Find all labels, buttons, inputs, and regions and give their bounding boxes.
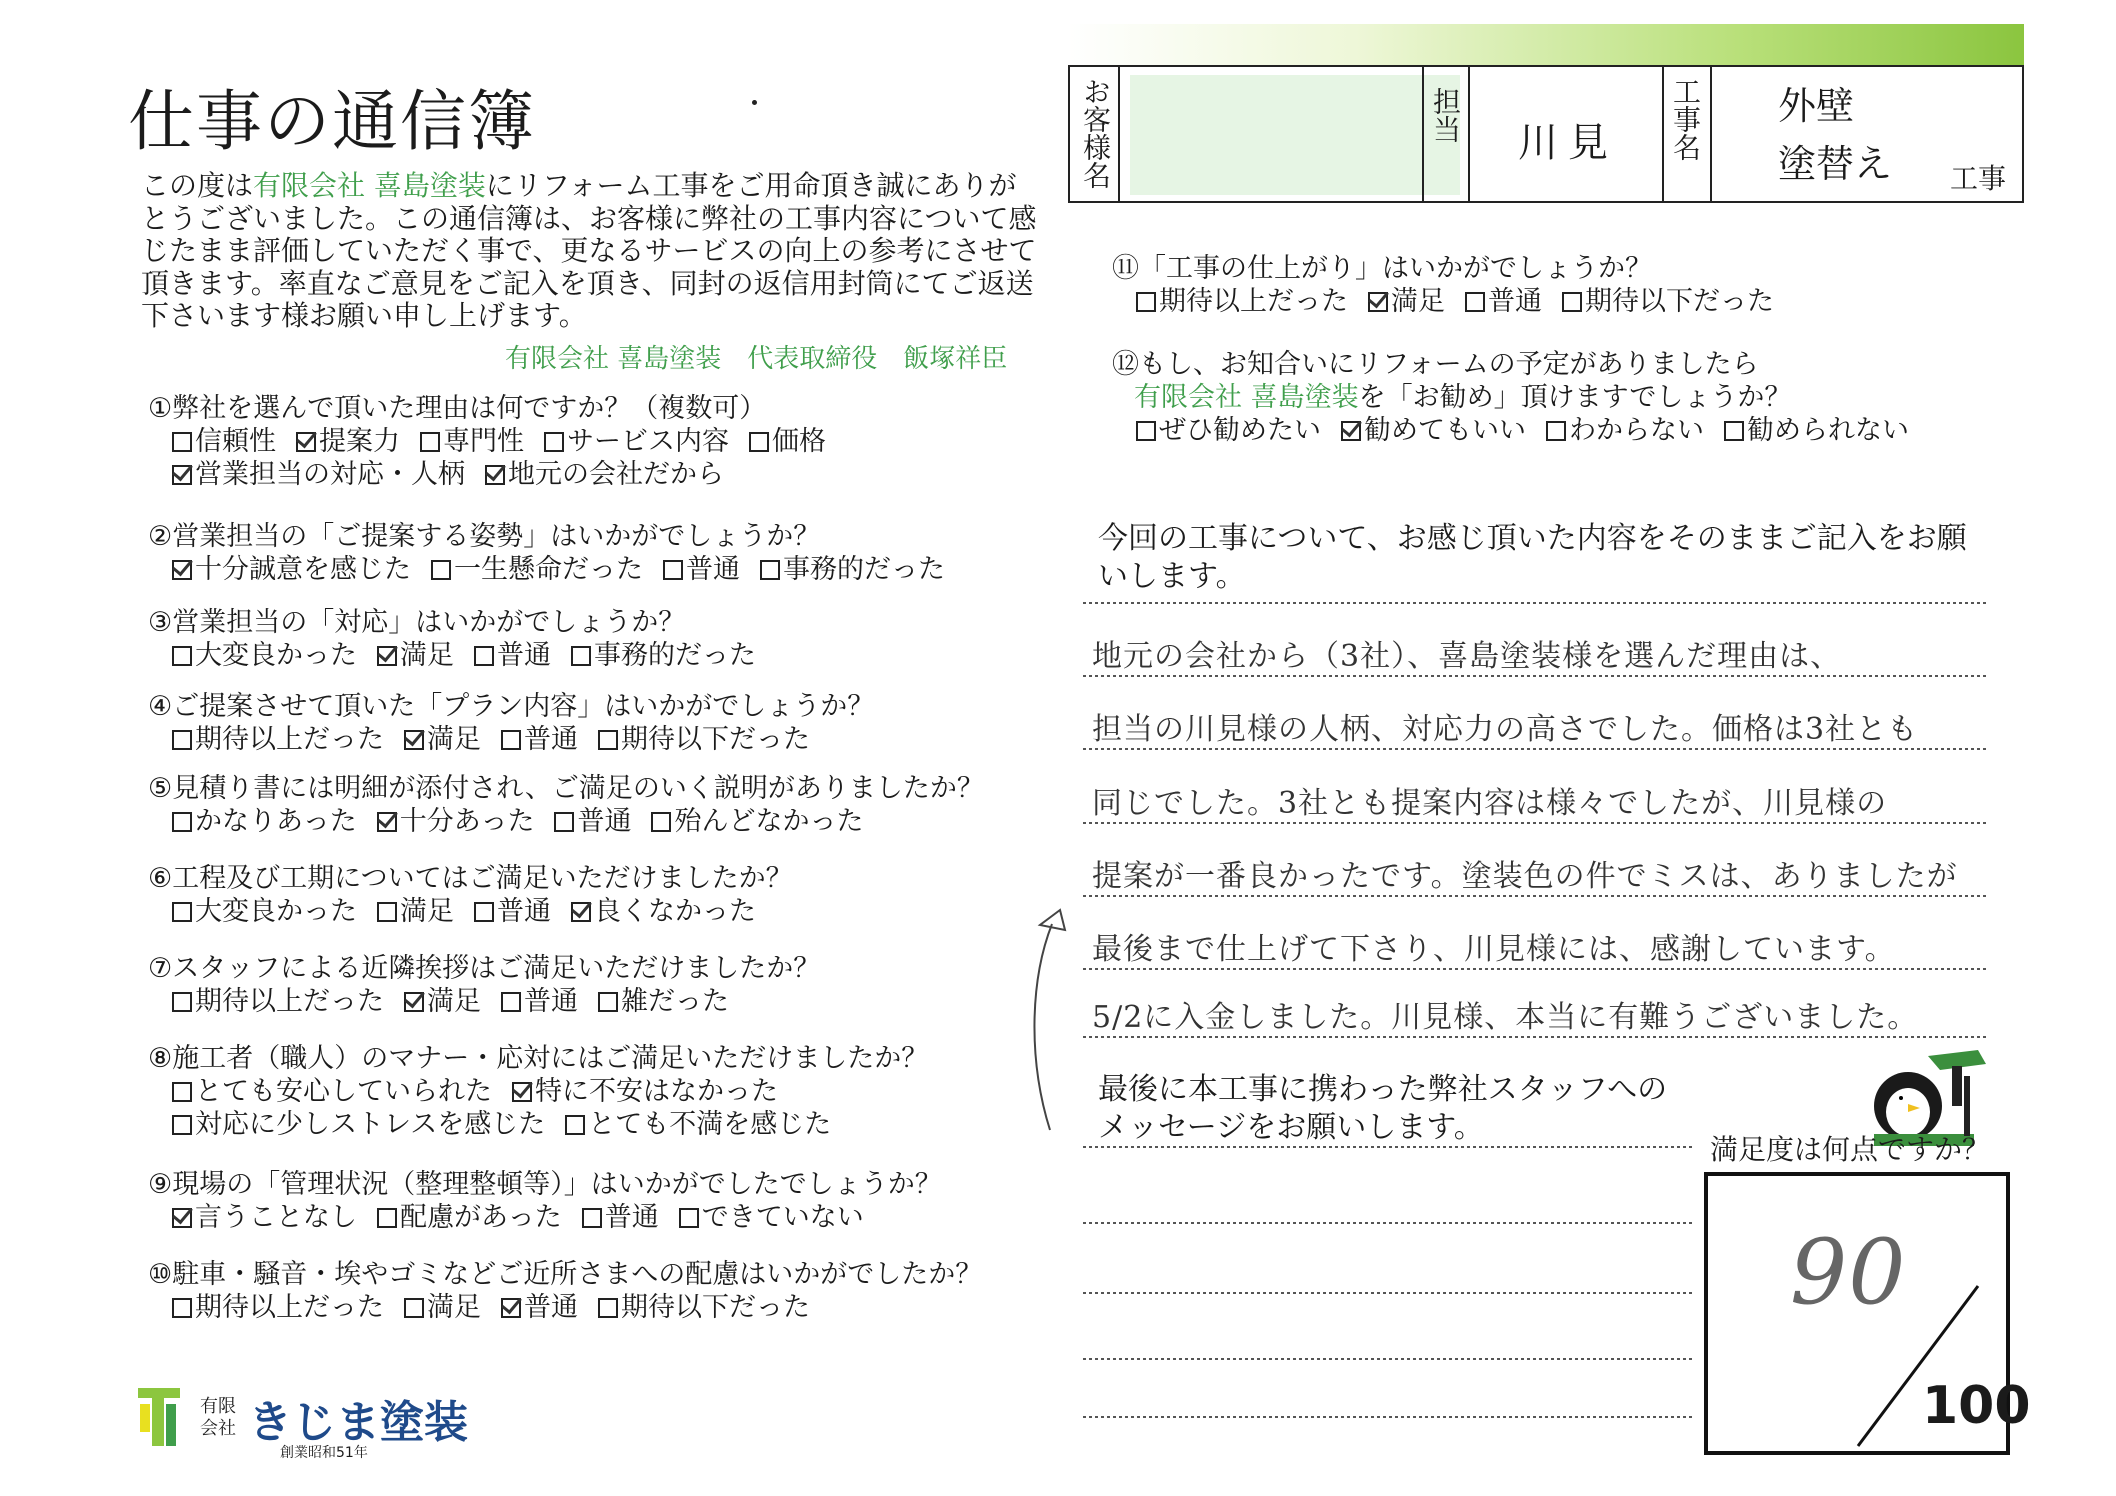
option-label: 期待以下だった (621, 1292, 810, 1323)
checked-box-icon[interactable] (485, 465, 505, 485)
option-label: できていない (701, 1202, 864, 1233)
checkbox-icon[interactable] (1546, 421, 1566, 441)
option[interactable] (501, 985, 578, 1018)
option[interactable] (431, 553, 643, 586)
option[interactable] (1368, 285, 1445, 318)
option-label: 配慮があった (400, 1202, 562, 1233)
options-line (172, 1201, 1028, 1234)
option[interactable] (554, 805, 631, 838)
option-label: 期待以上だった (195, 986, 384, 1017)
logo-small-1: 有限 (200, 1396, 236, 1417)
option[interactable] (474, 639, 551, 672)
ruled-line (1083, 1292, 1693, 1294)
option[interactable] (1465, 285, 1542, 318)
option[interactable] (501, 1291, 578, 1324)
checkbox-icon[interactable] (474, 646, 494, 666)
ruled-line (1083, 1036, 1987, 1038)
logo-small-2: 会社 (200, 1418, 236, 1439)
option[interactable] (651, 805, 863, 838)
option-label: 地元の会社だから (508, 459, 724, 490)
question-text: ⑦スタッフによる近隣挨拶はご満足いただけましたか？ (148, 953, 821, 984)
options-row (1112, 414, 2012, 447)
option-label: 期待以下だった (621, 724, 810, 755)
option-label: 期待以下だった (1585, 286, 1774, 317)
message-heading-1: 最後に本工事に携わった弊社スタッフへの (1098, 1072, 1668, 1107)
option-label: とても安心していられた (195, 1076, 492, 1107)
option-label: 普通 (497, 640, 551, 671)
checkbox-icon[interactable] (172, 812, 192, 832)
option-label: ぜひ勧めたい (1159, 415, 1321, 446)
option[interactable] (377, 639, 454, 672)
option[interactable] (598, 1291, 810, 1324)
comment-heading: 今回の工事について、お感じ頂いた内容をそのままご記入をお願いします。 (1098, 521, 1967, 594)
option-label: 提案力 (319, 426, 400, 457)
score-max: 100 (1922, 1376, 2031, 1436)
options-row (148, 1201, 1028, 1234)
options-line (172, 458, 1028, 491)
options-row (1112, 285, 2012, 318)
option[interactable] (172, 1201, 357, 1234)
option[interactable] (598, 985, 729, 1018)
option-label: 普通 (577, 806, 632, 837)
header-table (1068, 65, 2024, 203)
checkbox-icon[interactable] (1136, 421, 1156, 441)
checkbox-icon[interactable] (474, 902, 494, 922)
checkbox-icon[interactable] (431, 560, 451, 580)
ruled-line (1083, 675, 1987, 677)
question-6 (148, 862, 1028, 928)
option-label: 言うことなし (195, 1202, 357, 1233)
option[interactable] (172, 639, 357, 672)
option[interactable] (404, 1291, 481, 1324)
checkbox-icon[interactable] (501, 730, 521, 750)
options-line (172, 1291, 1028, 1324)
handwritten-line: 5/2に入金しました。川見様、本当に有難うございました。 (1092, 1000, 1919, 1035)
intro-company: 有限会社 喜島塗装 (253, 169, 486, 202)
ruled-line (1083, 1146, 1693, 1148)
ruled-line (1083, 602, 1987, 604)
option-label: 一生懸命だった (454, 554, 643, 585)
options-row (148, 895, 1028, 928)
option-label: 普通 (686, 554, 740, 585)
option-label: 専門性 (443, 426, 524, 457)
option[interactable] (172, 723, 384, 756)
checked-box-icon[interactable] (172, 560, 192, 580)
question-text-2 (1112, 381, 2012, 414)
checkbox-icon[interactable] (554, 812, 574, 832)
checkbox-icon[interactable] (377, 902, 397, 922)
option-label: とても不満を感じた (588, 1109, 832, 1140)
options-line (172, 553, 1028, 586)
option-label: 十分誠意を感じた (195, 554, 411, 585)
option[interactable] (404, 985, 481, 1018)
question-text: ⑪「工事の仕上がり」はいかがでしょうか？ (1112, 253, 1652, 284)
handwritten-line: 同じでした。3社とも提案内容は様々でしたが、川見様の (1092, 786, 1888, 821)
option-label: 大変良かった (195, 640, 357, 671)
question-text: ⑫もし、お知合いにリフォームの予定がありましたら (1112, 349, 1759, 380)
handwritten-line: 地元の会社から（3社）、喜島塗装様を選んだ理由は、 (1092, 639, 1842, 674)
logo-mark (140, 1404, 150, 1432)
option[interactable] (1562, 285, 1774, 318)
checkbox-icon[interactable] (172, 1298, 192, 1318)
checkbox-icon[interactable] (172, 432, 192, 452)
ruled-line (1083, 1416, 1693, 1418)
question-text: ⑨現場の「管理状況（整理整頓等）」はいかがでしたでしょうか？ (148, 1169, 942, 1200)
question-7 (148, 952, 1028, 1018)
checkbox-icon[interactable] (582, 1208, 602, 1228)
option[interactable] (172, 805, 357, 838)
option-label: 普通 (524, 724, 578, 755)
ruled-line (1083, 968, 1987, 970)
option-label: 満足 (1391, 286, 1445, 317)
score-box (1704, 1172, 2031, 1455)
question-text: ⑩駐車・騒音・埃やゴミなどご近所さまへの配慮はいかがでしたか？ (148, 1259, 983, 1290)
header-divider (1710, 67, 1712, 201)
signature: 有限会社 喜島塗装 代表取締役 飯塚祥臣 (505, 344, 1008, 374)
options-row (148, 1291, 1028, 1324)
question-8 (148, 1042, 1028, 1141)
options-row (148, 805, 1028, 838)
option-label: 事務的だった (594, 640, 756, 671)
option[interactable] (485, 458, 724, 491)
checkbox-icon[interactable] (172, 992, 192, 1012)
header-divider (1468, 67, 1470, 201)
question-9 (148, 1168, 1028, 1234)
header-divider (1118, 67, 1120, 201)
option-label: 普通 (604, 1202, 659, 1233)
option[interactable] (571, 895, 756, 928)
options-line (172, 805, 1028, 838)
option-label: 勧めてもいい (1364, 415, 1526, 446)
checked-box-icon[interactable] (377, 812, 397, 832)
options-line (1136, 285, 2012, 318)
option[interactable] (501, 723, 578, 756)
question-text: ③営業担当の「対応」はいかがでしょうか？ (148, 607, 686, 638)
checked-box-icon[interactable] (512, 1082, 532, 1102)
question-5 (148, 772, 1028, 838)
logo-mark (166, 1404, 176, 1446)
option-label: 殆んどなかった (674, 806, 864, 837)
q12-tail: を「お勧め」頂けますでしょうか？ (1358, 382, 1792, 413)
option-label: 雑だった (621, 986, 729, 1017)
question-4 (148, 690, 1028, 756)
checked-box-icon[interactable] (296, 432, 316, 452)
checkbox-icon[interactable] (501, 992, 521, 1012)
checkbox-icon[interactable] (565, 1115, 585, 1135)
checked-box-icon[interactable] (172, 1208, 192, 1228)
staff-label: 担当 (1429, 87, 1462, 143)
options-row (148, 639, 1028, 672)
option-label: 勧められない (1747, 415, 1909, 446)
option-label: 特に不安はなかった (535, 1076, 778, 1107)
question-2 (148, 520, 1028, 586)
option[interactable] (172, 1108, 545, 1141)
checkbox-icon[interactable] (172, 1115, 192, 1135)
handwritten-line: 最後まで仕上げて下さり、川見様には、感謝しています。 (1092, 932, 1896, 967)
checkbox-icon[interactable] (663, 560, 683, 580)
options-row (148, 553, 1028, 586)
question-10 (148, 1258, 1028, 1324)
option[interactable] (1136, 285, 1348, 318)
doodle-arrow-icon (1020, 880, 1080, 1140)
options-line (172, 1075, 1028, 1108)
header-divider (1662, 67, 1664, 201)
option[interactable] (404, 723, 481, 756)
work-suffix: 工事 (1950, 162, 2007, 195)
checkbox-icon[interactable] (651, 812, 671, 832)
checked-box-icon[interactable] (404, 730, 424, 750)
ruled-line (1083, 822, 1987, 824)
question-text: ⑤見積り書には明細が添付され、ご満足のいく説明がありましたか？ (148, 773, 984, 804)
option-label: 満足 (400, 640, 454, 671)
question-1 (148, 392, 1028, 491)
work-name-line2: 塗替え (1778, 142, 1893, 186)
option[interactable] (1546, 414, 1704, 447)
page-title: 仕事の通信簿 (128, 83, 536, 160)
checked-box-icon[interactable] (172, 465, 192, 485)
option-label: 営業担当の対応・人柄 (195, 459, 465, 490)
checkbox-icon[interactable] (679, 1208, 699, 1228)
option-label: 良くなかった (594, 896, 756, 927)
options-row (148, 985, 1028, 1018)
option[interactable] (474, 895, 551, 928)
ruled-line (1083, 748, 1987, 750)
intro-after: にリフォーム工事をご用命頂き誠にありがとうございました。この通信簿は、お客様に弊社の工事内容について感じたまま評価していただく事で、更なるサービスの向上の参考にさせて頂きます。率直なご意見をご記入を頂き、同封の返信用封筒にてご返送下さいます様お願い申し上げます。 (141, 169, 1037, 332)
option[interactable] (571, 639, 756, 672)
option[interactable] (1724, 414, 1909, 447)
option-label: サービス内容 (567, 426, 729, 457)
ruled-line (1083, 895, 1987, 897)
options-line (172, 425, 1028, 458)
message-heading-2: メッセージをお願いします。 (1098, 1110, 1484, 1145)
options-line (172, 1108, 1028, 1141)
option[interactable] (172, 425, 276, 458)
question-12 (1112, 348, 2012, 447)
checkbox-icon[interactable] (172, 1082, 192, 1102)
work-label: 工事名 (1669, 77, 1702, 161)
checkbox-icon[interactable] (172, 646, 192, 666)
option-label: 期待以上だった (1159, 286, 1348, 317)
option[interactable] (760, 553, 945, 586)
staff-name: 川見 (1518, 120, 1618, 166)
option[interactable] (377, 895, 454, 928)
option-label: 普通 (524, 986, 578, 1017)
option[interactable] (1341, 414, 1526, 447)
logo (138, 1388, 488, 1461)
checkbox-icon[interactable] (598, 992, 618, 1012)
logo-mark (152, 1398, 164, 1446)
option[interactable] (565, 1108, 831, 1141)
ruled-line (1083, 1222, 1693, 1224)
checked-box-icon[interactable] (501, 1298, 521, 1318)
checkbox-icon[interactable] (598, 730, 618, 750)
option-label: 価格 (772, 426, 826, 457)
option-label: わからない (1569, 415, 1704, 446)
options-line (172, 985, 1028, 1018)
option[interactable] (663, 553, 740, 586)
checkbox-icon[interactable] (1465, 292, 1485, 312)
checkbox-icon[interactable] (172, 902, 192, 922)
options-row (148, 723, 1028, 756)
options-row (148, 425, 1028, 491)
checkbox-icon[interactable] (749, 432, 769, 452)
option[interactable] (172, 458, 465, 491)
checked-box-icon[interactable] (377, 646, 397, 666)
option-label: 大変良かった (195, 896, 357, 927)
option-label: 普通 (524, 1292, 578, 1323)
question-3 (148, 606, 1028, 672)
option-label: 普通 (497, 896, 551, 927)
option-label: 満足 (427, 986, 481, 1017)
intro-text (141, 170, 1041, 333)
option[interactable] (679, 1201, 864, 1234)
option-label: 期待以上だった (195, 1292, 384, 1323)
option[interactable] (296, 425, 400, 458)
ruled-line (1083, 1358, 1693, 1360)
option-label: 事務的だった (783, 554, 945, 585)
customer-name-redacted (1130, 75, 1460, 195)
option[interactable] (420, 425, 524, 458)
checkbox-icon[interactable] (544, 432, 564, 452)
checkbox-icon[interactable] (1724, 421, 1744, 441)
option[interactable] (582, 1201, 659, 1234)
checked-box-icon[interactable] (404, 992, 424, 1012)
dot-mark (752, 100, 757, 105)
checked-box-icon[interactable] (1368, 292, 1388, 312)
option-label: 期待以上だった (195, 724, 384, 755)
option-label: 信頼性 (195, 426, 276, 457)
options-line (1136, 414, 2012, 447)
question-text: ④ご提案させて頂いた「プラン内容」はいかがでしょうか？ (148, 691, 875, 722)
option-label: 対応に少しストレスを感じた (195, 1109, 546, 1140)
option[interactable] (172, 895, 357, 928)
option[interactable] (172, 553, 411, 586)
handwritten-line: 担当の川見様の人柄、対応力の高さでした。価格は3社とも (1092, 712, 1919, 747)
question-11 (1112, 252, 2012, 318)
logo-name: きじま塗装 (248, 1397, 468, 1448)
option-label: かなりあった (195, 806, 357, 837)
customer-label: お客様名 (1079, 77, 1112, 189)
checkbox-icon[interactable] (420, 432, 440, 452)
checked-box-icon[interactable] (1341, 421, 1361, 441)
q12-company: 有限会社 喜島塗装 (1134, 382, 1359, 413)
checked-box-icon[interactable] (571, 902, 591, 922)
option-label: 十分あった (399, 806, 535, 837)
option-label: 普通 (1488, 286, 1542, 317)
option[interactable] (172, 1291, 384, 1324)
header-divider (1422, 67, 1424, 201)
options-line (172, 723, 1028, 756)
option[interactable] (598, 723, 810, 756)
option-label: 満足 (427, 724, 481, 755)
option[interactable] (172, 1075, 492, 1108)
score-value: 90 (1790, 1220, 1907, 1325)
work-name-line1: 外壁 (1778, 84, 1855, 128)
logo-mark (138, 1388, 180, 1398)
option[interactable] (1136, 414, 1321, 447)
option[interactable] (544, 425, 729, 458)
checkbox-icon[interactable] (571, 646, 591, 666)
checkbox-icon[interactable] (1562, 292, 1582, 312)
option[interactable] (377, 1201, 562, 1234)
question-text: ⑧施工者（職人）のマナー・応対にはご満足いただけましたか？ (148, 1043, 929, 1074)
checkbox-icon[interactable] (172, 730, 192, 750)
intro-before: この度は (141, 169, 254, 202)
handwritten-line: 提案が一番良かったです。塗装色の件でミスは、ありましたが (1092, 859, 1958, 894)
option[interactable] (172, 985, 384, 1018)
question-text: ②営業担当の「ご提案する姿勢」はいかがでしょうか？ (148, 521, 821, 552)
options-line (172, 895, 1028, 928)
checkbox-icon[interactable] (1136, 292, 1156, 312)
checkbox-icon[interactable] (404, 1298, 424, 1318)
option[interactable] (377, 805, 535, 838)
question-text: ①弊社を選んで頂いた理由は何ですか？（複数可） (148, 393, 767, 424)
option[interactable] (749, 425, 826, 458)
checkbox-icon[interactable] (760, 560, 780, 580)
option[interactable] (512, 1075, 778, 1108)
options-row (148, 1075, 1028, 1141)
checkbox-icon[interactable] (377, 1208, 397, 1228)
logo-tagline: 創業昭和51年 (280, 1445, 368, 1461)
option-label: 満足 (400, 896, 454, 927)
question-text: ⑥工程及び工期についてはご満足いただけましたか？ (148, 863, 793, 894)
checkbox-icon[interactable] (598, 1298, 618, 1318)
option-label: 満足 (427, 1292, 481, 1323)
options-line (172, 639, 1028, 672)
score-label: 満足度は何点ですか？ (1710, 1133, 1991, 1166)
